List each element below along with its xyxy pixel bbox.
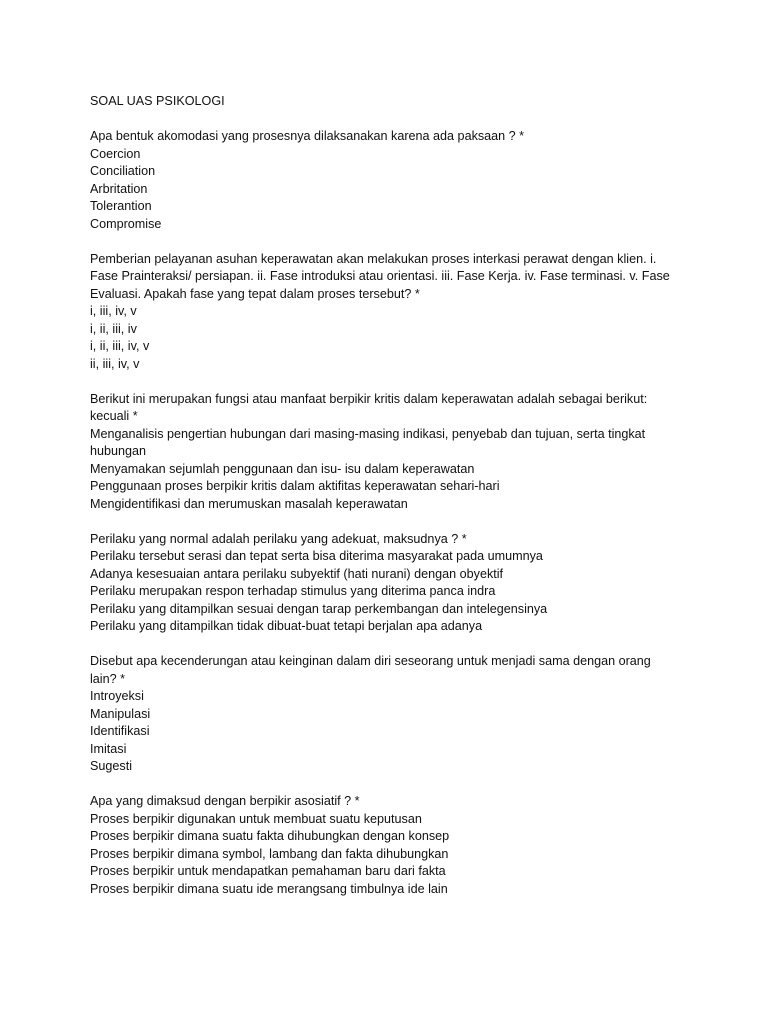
answer-option: Perilaku yang ditampilkan sesuai dengan tarap perkembangan dan intelegensinya — [90, 601, 548, 616]
document-title: SOAL UAS PSIKOLOGI — [90, 94, 225, 108]
question-block — [90, 653, 670, 776]
answer-option: Introyeksi — [90, 689, 144, 703]
question-block — [90, 793, 670, 898]
question-block — [90, 391, 670, 514]
question-block — [90, 251, 670, 374]
answer-option: Mengidentifikasi dan merumuskan masalah keperawatan — [90, 496, 408, 511]
answer-option: Proses berpikir dimana suatu ide merangsang timbulnya ide lain — [90, 881, 448, 896]
question-text: Pemberian pelayanan asuhan keperawatan akan melakukan proses interkasi perawat dengan klien. i. Fase Prainteraksi/ persiapan. ii. Fase introduksi atau orientasi. iii. Fase Kerja. iv. Fase terminasi. v. Fase Evaluasi. Apakah fase yang tepat dalam proses tersebut? * — [90, 251, 670, 301]
answer-option: Menyamakan sejumlah penggunaan dan isu- isu dalam keperawatan — [90, 461, 475, 476]
answer-option: Proses berpikir dimana symbol, lambang dan fakta dihubungkan — [90, 846, 449, 861]
answer-option: Compromise — [90, 216, 162, 231]
answer-option: Coercion — [90, 146, 141, 161]
answer-option: Proses berpikir untuk mendapatkan pemahaman baru dari fakta — [90, 864, 446, 878]
question-text: Berikut ini merupakan fungsi atau manfaat berpikir kritis dalam keperawatan adalah sebagai berikut: kecuali * — [90, 391, 648, 423]
question-text: Perilaku yang normal adalah perilaku yang adekuat, maksudnya ? * — [90, 531, 467, 546]
question-text: Disebut apa kecenderungan atau keinginan dalam diri seseorang untuk menjadi sama dengan orang lain? * — [90, 654, 651, 686]
answer-option: Penggunaan proses berpikir kritis dalam aktifitas keperawatan sehari-hari — [90, 479, 500, 493]
answer-option: Adanya kesesuaian antara perilaku subyektif (hati nurani) dengan obyektif — [90, 566, 504, 581]
answer-option: Perilaku yang ditampilkan tidak dibuat-buat tetapi berjalan apa adanya — [90, 619, 483, 633]
question-block — [90, 128, 670, 233]
answer-option: Proses berpikir digunakan untuk membuat suatu keputusan — [90, 811, 422, 826]
answer-option: i, iii, iv, v — [90, 304, 137, 318]
answer-option: Arbritation — [90, 181, 148, 196]
question-block — [90, 531, 670, 636]
question-list — [90, 128, 670, 898]
answer-option: Perilaku merupakan respon terhadap stimulus yang diterima panca indra — [90, 584, 496, 598]
answer-option: Identifikasi — [90, 724, 150, 738]
question-text: Apa bentuk akomodasi yang prosesnya dilaksanakan karena ada paksaan ? * — [90, 129, 525, 143]
answer-option: i, ii, iii, iv — [90, 321, 137, 336]
answer-option: Imitasi — [90, 741, 127, 756]
answer-option: Menganalisis pengertian hubungan dari masing-masing indikasi, penyebab dan tujuan, serta tingkat hubungan — [90, 426, 646, 458]
answer-option: Manipulasi — [90, 706, 151, 721]
answer-option: ii, iii, iv, v — [90, 356, 140, 371]
answer-option: Perilaku tersebut serasi dan tepat serta bisa diterima masyarakat pada umumnya — [90, 549, 543, 563]
answer-option: i, ii, iii, iv, v — [90, 339, 150, 353]
answer-option: Sugesti — [90, 759, 133, 773]
question-text: Apa yang dimaksud dengan berpikir asosiatif ? * — [90, 794, 360, 808]
document-content — [90, 93, 670, 916]
answer-option: Proses berpikir dimana suatu fakta dihubungkan dengan konsep — [90, 829, 450, 843]
answer-option: Tolerantion — [90, 199, 152, 213]
answer-option: Conciliation — [90, 164, 156, 178]
